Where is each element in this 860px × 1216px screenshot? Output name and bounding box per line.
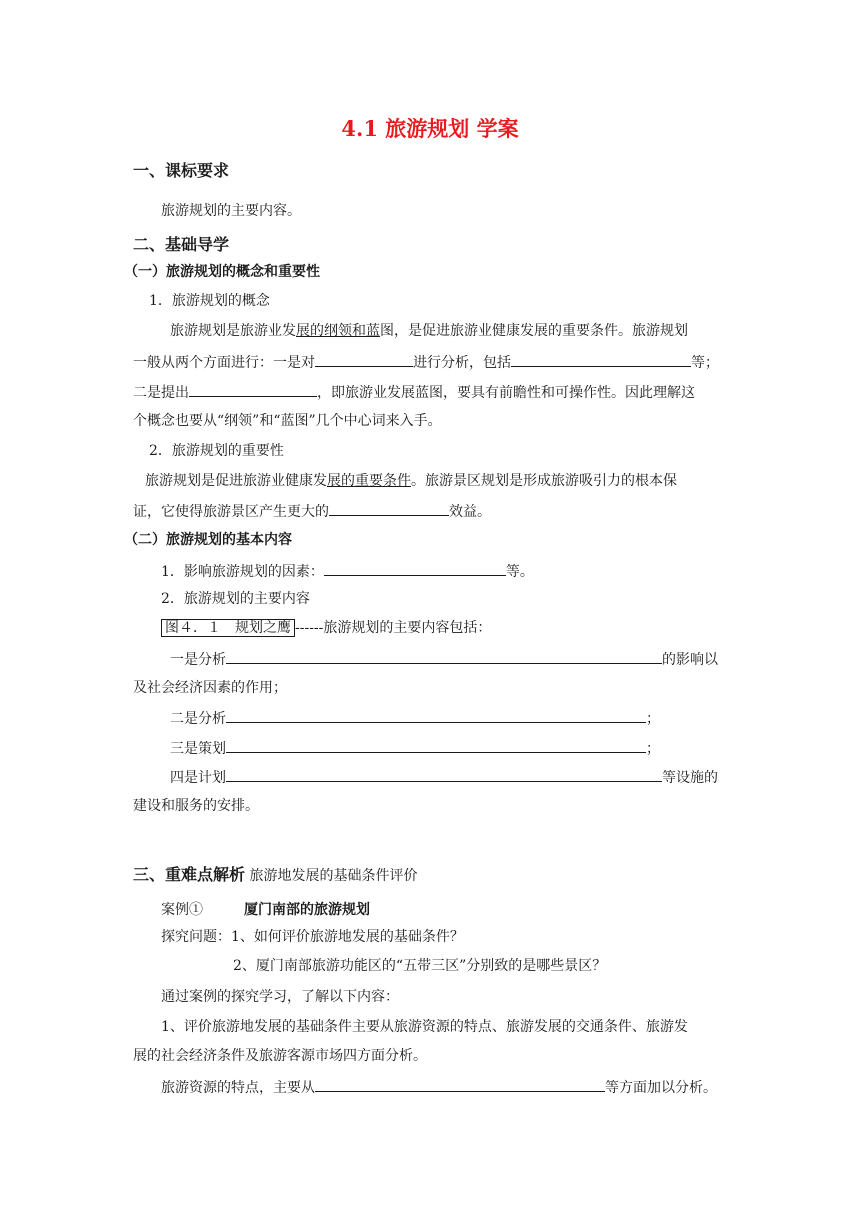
text-run: 图，是促进旅游业健康发展的重要条件。旅游规划 (380, 323, 688, 339)
fill-blank[interactable] (511, 352, 691, 367)
paragraph-line (170, 649, 718, 669)
subsection-heading-1: （一）旅游规划的概念和重要性 (124, 264, 320, 280)
section-1-text: 旅游规划的主要内容。 (161, 203, 301, 219)
text-run: ------旅游规划的主要内容包括： (295, 620, 492, 636)
paragraph-line (161, 1077, 717, 1097)
paragraph-line (145, 472, 677, 490)
paragraph-line: 展的社会经济条件及旅游客源市场四方面分析。 (133, 1048, 427, 1064)
text-run: 旅游规划是旅游业发 (170, 323, 296, 339)
text-run: 一般从两个方面进行：一是对 (133, 355, 315, 371)
section-heading-2: 二、基础导学 (133, 235, 230, 254)
paragraph-line (161, 619, 491, 637)
paragraph-line (133, 501, 491, 521)
paragraph-line: 个概念也要从“纲领”和“蓝图”几个中心词来入手。 (133, 413, 442, 429)
text-run: 等设施的 (662, 770, 718, 786)
text-run: 等。 (505, 564, 534, 580)
paragraph-line: 建设和服务的安排。 (133, 798, 259, 814)
paragraph-line (170, 738, 660, 758)
item-2-heading: 2．旅游规划的重要性 (149, 443, 284, 459)
text-run: 三是策划 (170, 741, 226, 757)
item-1-heading: 1．旅游规划的概念 (149, 293, 270, 309)
section-heading-1: 一、课标要求 (133, 161, 230, 180)
text-run: 等方面加以分析。 (605, 1080, 717, 1096)
fill-blank[interactable] (329, 501, 449, 516)
text-run: 。旅游景区规划是形成旅游吸引力的根本保 (411, 473, 677, 489)
section-3-subtitle: 旅游地发展的基础条件评价 (249, 868, 418, 884)
text-run: ，即旅游业发展蓝图，要具有前瞻性和可操作性。因此理解这 (317, 385, 695, 401)
paragraph-line (170, 767, 718, 787)
paragraph-line (161, 561, 534, 581)
fill-blank[interactable] (324, 561, 506, 576)
section-3-title: 三、重难点解析 (133, 865, 246, 884)
text-run: 证，它使得旅游景区产生更大的 (133, 504, 329, 520)
paragraph-line: 1、评价旅游地发展的基础条件主要从旅游资源的特点、旅游发展的交通条件、旅游发 (161, 1019, 688, 1035)
paragraph-line (133, 352, 719, 372)
fill-blank[interactable] (189, 382, 317, 397)
paragraph-line: 及社会经济因素的作用； (133, 680, 287, 696)
text-run: 效益。 (449, 504, 491, 520)
question-1: 探究问题：1、如何评价旅游地发展的基础条件？ (161, 929, 464, 945)
text-run: ； (646, 711, 660, 727)
paragraph-line (133, 382, 695, 402)
text-run: 进行分析，包括 (413, 355, 511, 371)
text-run: 二是分析 (170, 711, 226, 727)
fill-blank[interactable] (315, 1077, 605, 1092)
fill-blank[interactable] (226, 649, 662, 664)
underlined-text: 展的重要条件 (327, 473, 411, 489)
underlined-text: 展的纲领和蓝 (296, 323, 380, 339)
text-run: 旅游资源的特点，主要从 (161, 1080, 315, 1096)
text-run: 一是分析 (170, 652, 226, 668)
text-run: 1．影响旅游规划的因素： (161, 564, 324, 580)
subsection-heading-2: （二）旅游规划的基本内容 (124, 532, 292, 548)
text-run: 四是计划 (170, 770, 226, 786)
intro-text: 通过案例的探究学习，了解以下内容： (161, 989, 399, 1005)
page-title: 4.1 旅游规划 学案 (341, 116, 519, 141)
fill-blank[interactable] (226, 708, 646, 723)
question-2: 2、厦门南部旅游功能区的“五带三区”分别致的是哪些景区？ (233, 958, 607, 974)
text-run: 等； (691, 355, 719, 371)
section-heading-3 (133, 866, 417, 885)
paragraph-line (170, 708, 660, 728)
paragraph-line (170, 322, 688, 340)
fill-blank[interactable] (226, 767, 662, 782)
text-run: 旅游规划是促进旅游业健康发 (145, 473, 327, 489)
item-heading: 2．旅游规划的主要内容 (161, 591, 310, 607)
text-run: 二是提出 (133, 385, 189, 401)
case-title: 厦门南部的旅游规划 (244, 902, 370, 918)
case-label: 案例① (161, 902, 203, 918)
figure-reference-box: 图４．１ 规划之鹰 (161, 619, 295, 637)
text-run: ； (646, 741, 660, 757)
fill-blank[interactable] (315, 352, 413, 367)
fill-blank[interactable] (226, 738, 646, 753)
text-run: 的影响以 (662, 652, 718, 668)
